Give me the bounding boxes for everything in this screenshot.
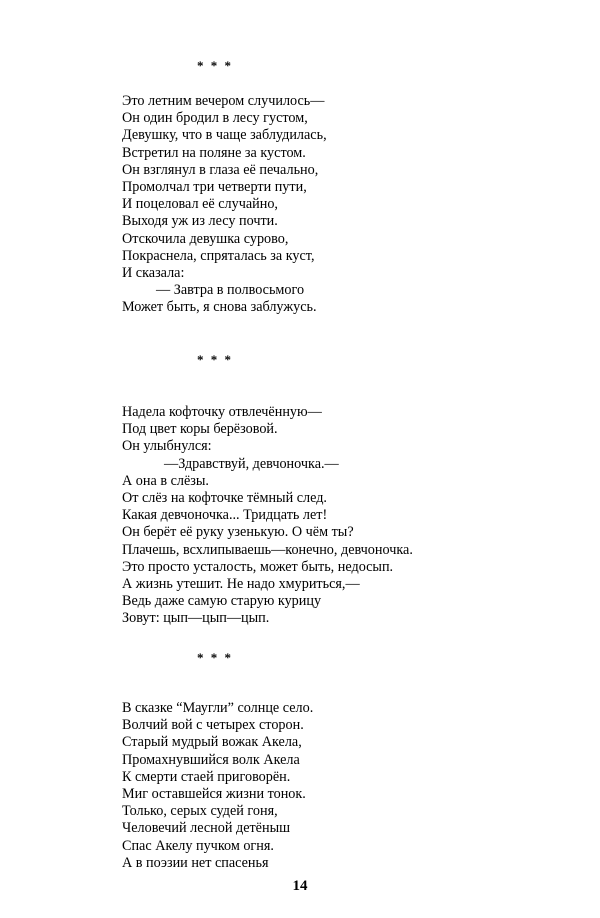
poem-line: Миг оставшейся жизни тонок. [122, 786, 306, 803]
poem-line: Он улыбнулся: [122, 438, 212, 455]
poem-line: Покраснела, спряталась за куст, [122, 247, 315, 264]
poem-line: Человечий лесной детёныш [122, 820, 291, 837]
poem-line: Какая девчоночка... Тридцать лет! [122, 507, 328, 524]
section-separator-3: * * * [197, 650, 233, 665]
poem-line: Это просто усталость, может быть, недосып. [122, 558, 394, 575]
poem-line: А жизнь утешит. Не надо хмуриться,— [122, 576, 360, 593]
poem-1 [122, 93, 562, 317]
poem-line: Отскочила девушка сурово, [122, 230, 289, 247]
poem-line: Он берёт её руку узенькую. О чём ты? [122, 524, 354, 541]
poem-line: Промахнувшийся волк Акела [122, 751, 300, 768]
poem-line: А в поэзии нет спасенья [122, 854, 269, 871]
poem-line: Может быть, я снова заблужусь. [122, 299, 317, 316]
poem-line: Ведь даже самую старую курицу [122, 593, 322, 610]
poem-line: Старый мудрый вожак Акела, [122, 734, 302, 751]
poem-line: Волчий вой с четырех сторон. [122, 717, 304, 734]
poem-line: В сказке “Маугли” солнце село. [122, 700, 314, 716]
poem-line: Он взглянул в глаза её печально, [122, 161, 319, 178]
poem-line: Надела кофточку отвлечённую— [122, 404, 322, 420]
poem-line: К смерти стаей приговорён. [122, 768, 291, 785]
poem-line: Под цвет коры берёзовой. [122, 421, 278, 438]
poem-3 [122, 700, 562, 872]
section-separator-2: * * * [197, 352, 233, 367]
page-number: 14 [292, 878, 308, 894]
poem-line: Зовут: цып—цып—цып. [122, 610, 270, 627]
poem-line: Он один бродил в лесу густом, [122, 110, 308, 127]
poem-line: От слёз на кофточке тёмный след. [122, 490, 327, 507]
section-separator-1: * * * [197, 58, 233, 73]
poem-line: Это летним вечером случилось— [122, 93, 325, 109]
poem-line: Промолчал три четверти пути, [122, 179, 307, 196]
poem-2 [122, 404, 562, 628]
poem-line: И сказала: [122, 265, 185, 282]
poem-line: Плачешь, всхлипываешь—конечно, девчоночка. [122, 541, 413, 558]
poem-line: И поцеловал её случайно, [122, 196, 278, 213]
poem-line: Только, серых судей гоня, [122, 803, 278, 820]
poem-line: Спас Акелу пучком огня. [122, 837, 274, 854]
poem-line: Девушку, что в чаще заблудилась, [122, 127, 327, 144]
poem-line: Выходя уж из лесу почти. [122, 213, 278, 230]
poem-line: —Здравствуй, девчоночка.— [164, 455, 339, 472]
poem-line: Встретил на поляне за кустом. [122, 144, 306, 161]
poem-line: А она в слёзы. [122, 472, 209, 489]
poem-line: — Завтра в полвосьмого [156, 282, 305, 299]
